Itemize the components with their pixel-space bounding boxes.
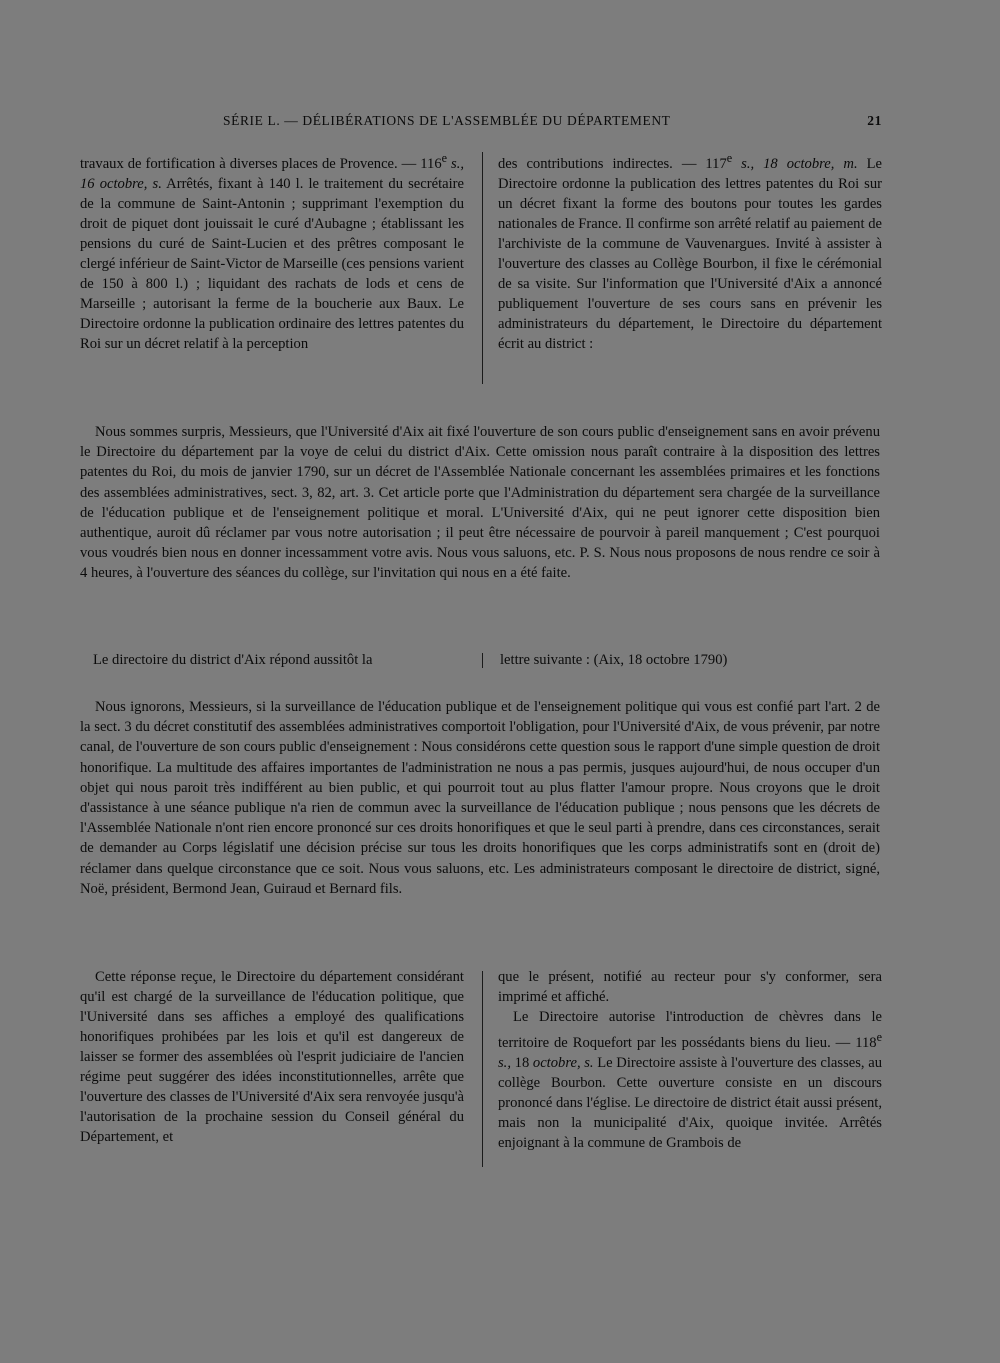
right-p2-start: Le Directoire autorise l'introduction de chèvres dans le territoire de Roquefort par les possédants biens du lieu. — 118 [498,1009,882,1051]
ordinal-sup: e [876,1030,882,1044]
column-divider [482,971,483,1167]
ordinal-sup: e [726,151,733,165]
right-text-start: des contributions indirectes. — 117 [498,155,727,172]
right-paragraph-1: que le présent, notifié au recteur pour s'y conformer, sera imprimé et affiché. [498,969,882,1005]
section-1-left-column [80,148,464,354]
section-1-right-column [498,148,882,354]
right-text-rest: Le Directoire ordonne la publication des lettres patentes du Roi sur un décret fixant la forme des boutons pour toutes les gardes nationales de France. Il confirme son arrêté relatif au paiement de l'archiviste de la commune de Vauvenargues. Invité à assister à l'ouverture des classes au Collège Bourbon, il fixe le cérémonial de sa visite. Sur l'information que l'Université d'Aix a annoncé publiquement l'ouverture de ses cours sans en prévenir les administrateurs du département, le Directoire du département écrit au district : [498,155,882,352]
right-paragraph-2 [498,1007,882,1153]
left-text-rest: Arrêtés, fixant à 140 l. le traitement du secrétaire de la commune de Saint-Antonin ; supprimant l'exemption du droit de piquet dont jouissait le curé d'Aubagne ; établissant les pensions du curé de Saint-Lucien et des prêtres composant le clergé inférieur de Saint-Victor de Marseille (ces pensions varient de 150 à 800 l.) ; liquidant des rachats de lods et cens de Marseille ; autorisant la ferme de la boucherie aux Baux. Le Directoire ordonne la publication ordinaire des lettres patentes du Roi sur un décret relatif à la perception [80,175,465,352]
header-title: SÉRIE L. — DÉLIBÉRATIONS DE L'ASSEMBLÉE DU DÉPARTEMENT [223,113,671,128]
date-italic: s., 16 octobre, s. [80,155,465,192]
date-italic: octobre, s. [532,1054,594,1071]
page-number: 21 [867,113,882,128]
left-text-start: travaux de fortification à diverses places de Provence. — 116 [80,155,442,172]
transition-right: lettre suivante : (Aix, 18 octobre 1790) [500,652,728,668]
right-p2-rest: Le Directoire assiste à l'ouverture des classes, au collège Bourbon. Cette ouverture consiste en un discours prononcé dans l'église. Le directoire de district était aussi présent, mais non la municipalité d'Aix, quoique invitée. Arrêtés enjoignant à la commune de Grambois de [498,1054,883,1151]
section-2-columns [80,967,883,1172]
ordinal-sup: e [441,151,448,165]
date-italic: s., 18 octobre, m. [732,155,858,172]
section-2-left-column: Cette réponse reçue, le Directoire du département considérant qu'il est chargé de la surveillance de l'éducation politique, que l'Université dans ses affiches a employé des qualifications honorifiques prohibées par les lois et qu'il est dangereux de laisser se former des assemblées où l'esprit judiciaire de l'ancien régime peut suggérer des idées inconstitutionnelles, arrête que l'ouverture des classes de l'Université d'Aix sera renvoyée jusqu'à l'autorisation de la prochaine session du Conseil général du Département, et [80,969,464,1145]
letter-department-to-district: Nous sommes surpris, Messieurs, que l'Université d'Aix ait fixé l'ouverture de son cours public d'enseignement sans en avoir prévenu le Directoire du département par la voye de celui du district d'Aix. Cette omission nous paraît contraire à la disposition des lettres patentes du Roi, du mois de janvier 1790, sur un décret de l'Assemblée Nationale concernant les assemblées primaires et les fonctions des assemblées administratives, sect. 3, 82, art. 3. Cet article porte que l'Administration du département sera chargée de la surveillance de l'éducation publique et de l'enseignement politique et moral. L'Université d'Aix, qui ne peut ignorer cette disposition bien authentique, auroit dû réclamer par vous notre autorisation ; il peut être nécessaire de pourvoir à pareil manquement ; C'est pourquoi vous voudrés bien nous en donner incessamment votre avis. Nous vous saluons, etc. P. S. Nous nous proposons de nous rendre ce soir à 4 heures, à l'ouverture des séances du collège, sur l'invitation qui nous en a été faite. [80,424,880,582]
date-day: 18 [510,1054,533,1071]
letter-district-reply: Nous ignorons, Messieurs, si la surveillance de l'éducation publique et de l'enseignement politique qui vous est confié part l'art. 2 de la sect. 3 du décret constitutif des assemblées administratives comportoit l'obligation, pour l'Université d'Aix, de vous prévenir, par notre canal, de l'ouverture de son cours public d'enseignement : Nous considérons cette question sous le rapport d'une simple question de droit honorifique. La multitude des affaires importantes de l'administration ne nous a pas permis, jusques aujourd'hui, de nous occuper d'un objet qui nous paroit très indifférent au bien public, et qui pourroit tout au plus flatter l'amour propre. Nous croyons que le droit d'assistance à une séance publique n'a rien de commun avec la surveillance de l'éducation publique ; nous pensons que les décrets de l'Assemblée Nationale n'ont rien encore prononcé sur ces droits honorifiques et que le seul parti à prendre, dans ces circonstances, serait de demander au Corps législatif une décision précise sur tous les droits honorifiques que les corps administratifs sont en (droit de) réclamer dans quelque circonstance que ce soit. Nous vous saluons, etc. Les administrateurs composant le directoire de district, signé, Noë, président, Bermond Jean, Guiraud et Bernard fils. [80,699,880,897]
section-2-right-column [498,967,882,1153]
section-1-columns [80,148,880,390]
column-divider [482,653,483,668]
transition-left: Le directoire du district d'Aix répond aussitôt la [93,652,373,668]
session-italic: s., [498,1054,511,1071]
column-divider [482,152,483,384]
